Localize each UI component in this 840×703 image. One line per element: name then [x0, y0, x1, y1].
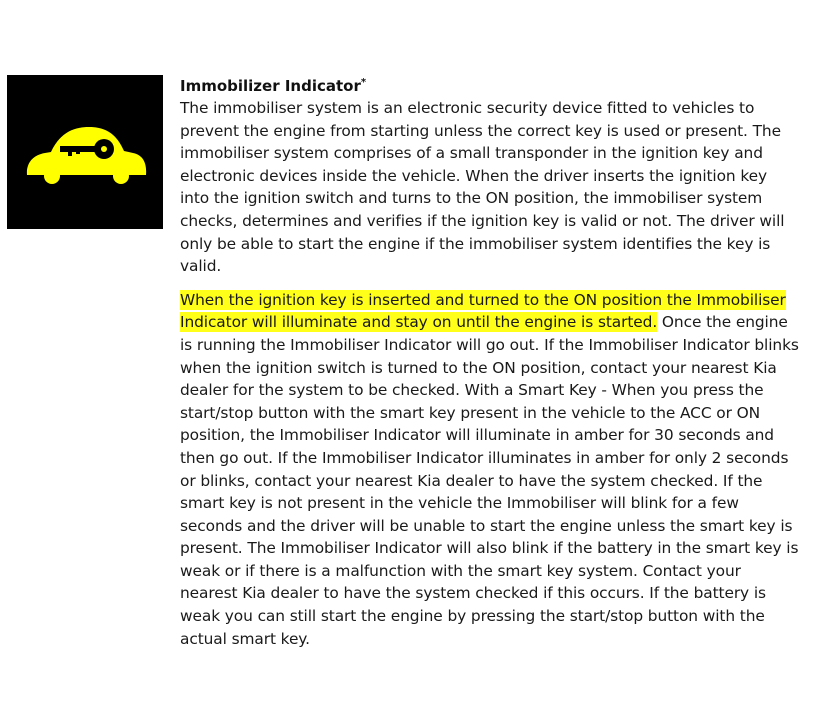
immobilizer-indicator-icon: [7, 75, 163, 229]
title-footnote-mark: *: [360, 77, 367, 88]
paragraph-2-text: Once the engine is running the Immobiliser Indicator will go out. If the Immobiliser Indicator blinks when the ignition switch is turned to the ON position, contact your nearest Kia dealer for the system to be checked. With a Smart Key - When you press the start/stop button with the smart key present in the vehicle to the ACC or ON position, the Immobiliser Indicator will illuminate in amber for 30 seconds and then go out. If the Immobiliser Indicator illuminates in amber for only 2 seconds or blinks, contact your nearest Kia dealer to have the system checked. If the smart key is not present in the vehicle the Immobiliser will blink for a few seconds and the driver will be unable to start the engine unless the smart key is present. The Immobiliser Indicator will also blink if the battery in the smart key is weak or if there is a malfunction with the smart key system. Contact your nearest Kia dealer to have the system checked if this occurs. If the battery is weak you can still start the engine by pressing the start/stop button with the actual smart key.: [180, 313, 799, 648]
document-body: [180, 72, 800, 650]
car-key-icon: [7, 75, 163, 229]
highlighted-text: When the ignition key is inserted and turned to the ON position the Immobiliser Indicator will illuminate and stay on until the engine is started.: [180, 290, 786, 332]
title-text: Immobilizer Indicator: [180, 77, 361, 95]
section-title: [180, 72, 800, 97]
paragraph-2: [180, 289, 800, 651]
paragraph-1: The immobiliser system is an electronic security device fitted to vehicles to prevent the engine from starting unless the correct key is used or present. The immobiliser system comprises of a small transponder in the ignition key and electronic devices inside the vehicle. When the driver inserts the ignition key into the ignition switch and turns to the ON position, the immobiliser system checks, determines and verifies if the ignition key is valid or not. The driver will only be able to start the engine if the immobiliser system identifies the key is valid.: [180, 99, 785, 276]
